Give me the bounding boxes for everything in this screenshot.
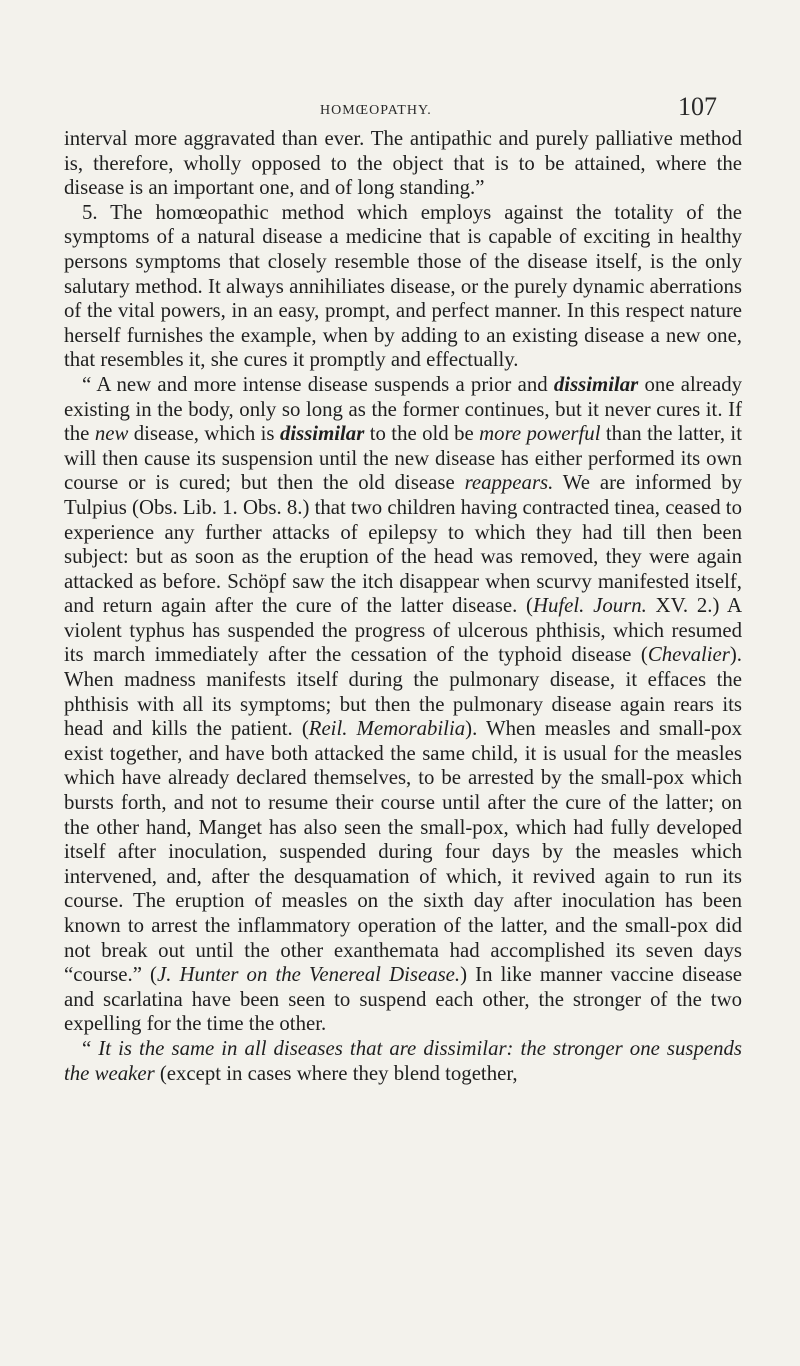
emphasis-text: reappears. <box>464 471 554 495</box>
text-run: ). When measles and small-pox exist together, and have both attacked the same child, it is usual for the measles which have already declared themselves, to be arrested by the small-pox which bursts forth, and not to resume their course until after the cure of the latter; on the other hand, Manget has also seen the small-pox, which had fully developed itself after inoculation, suspended during four days by the measles which intervened, and, after the desquamation of which, it revived again to run its course. The eruption of measles on the sixth day after inoculation has been known to arrest the inflammatory operation of the latter, and the small-pox did not break out until the other exanthemata had accomplished its seven days “course.” ( <box>64 717 742 987</box>
text-run: to the old be <box>364 422 480 446</box>
text-run: XV. 2.) A violent typhus has suspended the progress of ulcerous phthisis, which resumed its march immediately after the cessation of the typhoid disease ( <box>64 594 742 667</box>
text-run: 5. The homœopathic method which employs against the totality of the symptoms of a natural disease a medicine that is capable of exciting in healthy persons symptoms that closely resemble those of the disease itself, is the only salutary method. It always annihiliates disease, or the purely dynamic aberrations of the vital powers, in an easy, prompt, and perfect manner. In this respect nature herself furnishes the example, when by adding to an existing disease a new one, that resembles it, she cures it promptly and effectually. <box>64 200 742 372</box>
text-run: We are informed by Tulpius (Obs. Lib. 1. Obs. 8.) that two children having contracted tinea, ceased to experience any further attacks of epilepsy to which they had till then been subject: but as soon as the eruption of the head was removed, they were again attacked as before. Schöpf saw the itch disappear when scurvy manifested itself, and return again after the cure of the latter disease. ( <box>64 471 742 618</box>
text-run: (except in cases where they blend together, <box>154 1061 518 1085</box>
text-run: interval more aggravated than ever. The antipathic and purely palliative method is, therefore, wholly opposed to the object that is to be attained, where the disease is an important one, and of long standing.” <box>64 127 742 200</box>
emphasis-text: Hufel. Journ. <box>532 594 647 618</box>
running-head: HOMŒOPATHY. <box>320 103 432 118</box>
emphasis-text: Chevalier <box>647 643 730 667</box>
page-number: 107 <box>678 92 717 121</box>
text-run: “ <box>82 1036 99 1060</box>
paragraph <box>64 1037 742 1086</box>
text-run: disease, which is <box>128 422 280 446</box>
paragraph <box>64 127 742 201</box>
text-run: one already existing in the body, only so long as the former continues, but it never cures it. If the <box>64 372 742 446</box>
emphasis-text: J. Hunter on the Venereal Disease. <box>156 963 461 987</box>
text-run: ) In like manner vaccine disease and scarlatina have been seen to suspend each other, the stronger of the two expelling for the time the other. <box>64 963 743 1036</box>
text-run: than the latter, it will then cause its suspension until the new disease has either performed its own course or is cured; but then the old disease <box>64 422 742 495</box>
emphasis-text: dissimilar <box>553 372 639 396</box>
emphasis-text: Reil. Memorabilia <box>308 717 466 741</box>
emphasis-text: dissimilar <box>279 422 365 446</box>
paragraph <box>64 201 742 373</box>
text-run: ). When madness manifests itself during the pulmonary disease, it effaces the phthisis with all its symptoms; but then the pulmonary disease again rears its head and kills the patient. ( <box>64 643 742 741</box>
text-run: “ A new and more intense disease suspends a prior and <box>82 372 554 396</box>
emphasis-text: more powerful <box>479 422 601 446</box>
paragraph <box>64 373 742 1037</box>
emphasis-text: new <box>94 422 129 446</box>
emphasis-text: It is the same in all diseases that are dissimilar: the stronger one suspends the weaker <box>64 1036 742 1085</box>
body-text <box>64 127 742 1086</box>
